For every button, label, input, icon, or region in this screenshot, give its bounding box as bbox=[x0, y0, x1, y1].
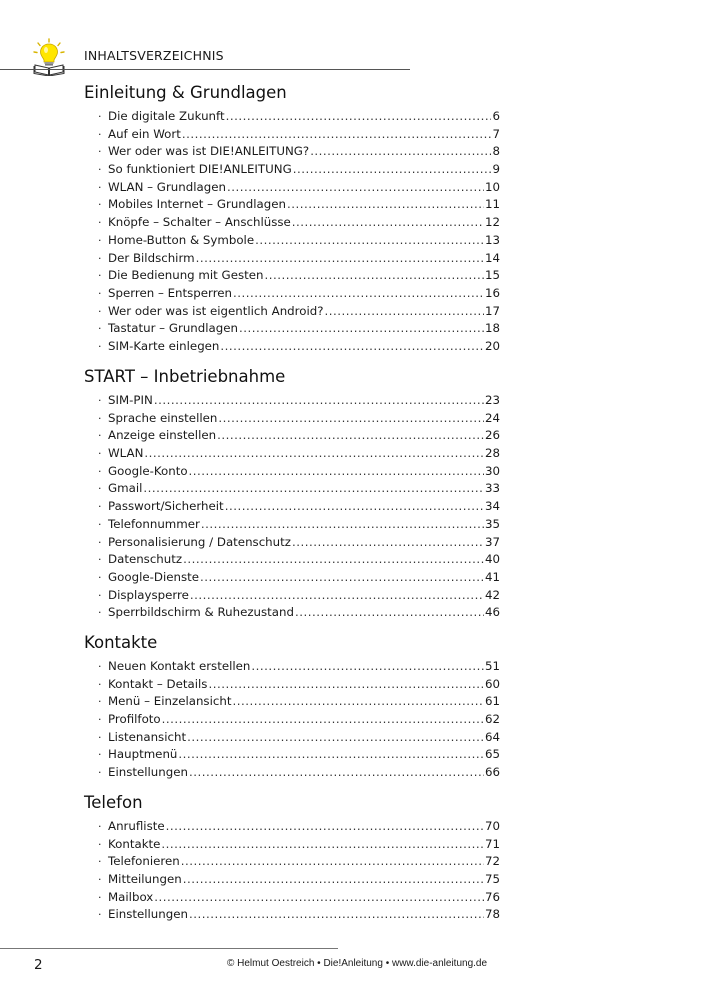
section-entries bbox=[84, 108, 500, 356]
toc-entry[interactable] bbox=[84, 338, 500, 356]
toc-entry[interactable] bbox=[84, 196, 500, 214]
toc-entry-page: 24 bbox=[484, 410, 500, 425]
toc-entry-page: 64 bbox=[484, 729, 500, 744]
toc-entry-label: Gmail bbox=[108, 481, 143, 496]
toc-entry-label: Home-Button & Symbole bbox=[108, 232, 255, 247]
toc-entry-label: Mobiles Internet – Grundlagen bbox=[108, 197, 286, 212]
toc-entry-page: 33 bbox=[484, 481, 500, 496]
bullet-icon: · bbox=[98, 482, 102, 496]
dot-leader bbox=[227, 179, 484, 197]
bullet-icon: · bbox=[98, 233, 102, 247]
toc-entry[interactable] bbox=[84, 587, 500, 605]
dot-leader bbox=[189, 764, 484, 782]
toc-entry-page: 70 bbox=[484, 819, 500, 833]
toc-entry[interactable] bbox=[84, 711, 500, 729]
toc-entry-label: Mailbox bbox=[108, 889, 154, 904]
toc-entry-label: Anzeige einstellen bbox=[108, 428, 217, 443]
bullet-icon: · bbox=[98, 464, 102, 478]
toc-entry-label: Tastatur – Grundlagen bbox=[108, 321, 238, 336]
toc-entry-label: WLAN – Grundlagen bbox=[108, 179, 226, 194]
toc-entry-page: 15 bbox=[484, 268, 500, 283]
toc-entry-page: 71 bbox=[484, 836, 500, 851]
toc-entry-page: 13 bbox=[484, 232, 500, 247]
bullet-icon: · bbox=[98, 588, 102, 602]
dot-leader bbox=[166, 818, 484, 836]
bullet-icon: · bbox=[98, 110, 102, 123]
dot-leader bbox=[162, 711, 484, 729]
toc-entry-page: 18 bbox=[484, 321, 500, 336]
toc-entry[interactable] bbox=[84, 392, 500, 410]
dot-leader bbox=[225, 498, 484, 516]
dot-leader bbox=[200, 569, 484, 587]
toc-entry[interactable] bbox=[84, 108, 500, 126]
toc-entry-page: 37 bbox=[484, 534, 500, 549]
bullet-icon: · bbox=[98, 127, 102, 141]
toc-entry-label: Der Bildschirm bbox=[108, 250, 195, 265]
toc-entry-label: Passwort/Sicherheit bbox=[108, 499, 224, 514]
dot-leader bbox=[292, 214, 484, 232]
bullet-icon: · bbox=[98, 570, 102, 584]
section-title: START – Inbetriebnahme bbox=[84, 367, 286, 386]
toc-entry-page: 30 bbox=[484, 463, 500, 478]
bullet-icon: · bbox=[98, 447, 102, 461]
toc-entry[interactable] bbox=[84, 161, 500, 179]
section-title: Telefon bbox=[84, 793, 143, 812]
toc-entry[interactable] bbox=[84, 303, 500, 321]
dot-leader bbox=[232, 693, 484, 711]
section-title: Einleitung & Grundlagen bbox=[84, 83, 287, 102]
toc-entry[interactable] bbox=[84, 267, 500, 285]
toc-entry[interactable] bbox=[84, 906, 500, 924]
header-divider bbox=[0, 69, 410, 70]
bullet-icon: · bbox=[98, 163, 102, 177]
toc-entry-label: Mitteilungen bbox=[108, 872, 182, 887]
toc-entry[interactable] bbox=[84, 836, 500, 854]
toc-entry-label: Telefonieren bbox=[108, 854, 180, 869]
toc-entry-page: 46 bbox=[484, 605, 500, 620]
toc-entry-label: Datenschutz bbox=[108, 552, 183, 567]
toc-entry-page: 51 bbox=[484, 659, 500, 673]
toc-entry-label: Sperren – Entsperren bbox=[108, 285, 233, 300]
toc-entry-label: So funktioniert DIE!ANLEITUNG bbox=[108, 162, 292, 177]
dot-leader bbox=[220, 338, 484, 356]
dot-leader bbox=[293, 161, 492, 179]
toc-entry-label: Personalisierung / Datenschutz bbox=[108, 534, 291, 549]
dot-leader bbox=[144, 445, 484, 463]
toc-section-einleitung bbox=[84, 80, 500, 356]
dot-leader bbox=[251, 658, 484, 676]
toc-entry-page: 42 bbox=[484, 587, 500, 602]
toc-entry-page: 75 bbox=[484, 872, 500, 887]
toc-entry-label: Menü – Einzelansicht bbox=[108, 694, 232, 709]
toc-entry[interactable] bbox=[84, 427, 500, 445]
toc-entry-label: Kontakt – Details bbox=[108, 676, 208, 691]
dot-leader bbox=[189, 906, 484, 924]
toc-entry[interactable] bbox=[84, 143, 500, 161]
dot-leader bbox=[264, 267, 484, 285]
dot-leader bbox=[154, 889, 484, 907]
toc-entry[interactable] bbox=[84, 463, 500, 481]
toc-entry-page: 23 bbox=[484, 393, 500, 407]
toc-entry-label: Google-Dienste bbox=[108, 569, 199, 584]
dot-leader bbox=[226, 108, 492, 126]
toc-entry[interactable] bbox=[84, 480, 500, 498]
toc-entry-label: WLAN bbox=[108, 446, 144, 461]
dot-leader bbox=[154, 392, 484, 410]
toc-entry-label: Einstellungen bbox=[108, 907, 188, 922]
toc-entry-label: SIM-Karte einlegen bbox=[108, 338, 220, 353]
toc-entry-page: 65 bbox=[484, 747, 500, 762]
toc-entry-label: Sprache einstellen bbox=[108, 410, 218, 425]
bullet-icon: · bbox=[98, 394, 102, 407]
dot-leader bbox=[255, 232, 484, 250]
bullet-icon: · bbox=[98, 766, 102, 780]
dot-leader bbox=[233, 285, 484, 303]
dot-leader bbox=[201, 516, 484, 534]
footer-copyright: © Helmut Oestreich • Die!Anleitung • www.die-anleitung.de bbox=[227, 958, 488, 969]
toc-entry-page: 8 bbox=[492, 144, 500, 159]
toc-entry-label: Google-Konto bbox=[108, 463, 188, 478]
toc-entry[interactable] bbox=[84, 889, 500, 907]
toc-entry[interactable] bbox=[84, 658, 500, 676]
dot-leader bbox=[183, 551, 484, 569]
dot-leader bbox=[190, 587, 484, 605]
toc-entry[interactable] bbox=[84, 551, 500, 569]
toc-entry[interactable] bbox=[84, 534, 500, 552]
bullet-icon: · bbox=[98, 730, 102, 744]
toc-entry[interactable] bbox=[84, 569, 500, 587]
bullet-icon: · bbox=[98, 748, 102, 762]
toc-entry-page: 78 bbox=[484, 907, 500, 922]
footer-divider bbox=[0, 948, 338, 949]
bullet-icon: · bbox=[98, 677, 102, 691]
toc-entry[interactable] bbox=[84, 285, 500, 303]
toc-entry-label: Telefonnummer bbox=[108, 516, 200, 531]
bullet-icon: · bbox=[98, 606, 102, 620]
toc-entry-label: Anrufliste bbox=[108, 819, 165, 833]
bullet-icon: · bbox=[98, 873, 102, 887]
toc-entry-label: Neuen Kontakt erstellen bbox=[108, 659, 251, 673]
bullet-icon: · bbox=[98, 251, 102, 265]
dot-leader bbox=[189, 463, 484, 481]
bullet-icon: · bbox=[98, 820, 102, 833]
section-title: Kontakte bbox=[84, 633, 158, 652]
dot-leader bbox=[178, 746, 484, 764]
toc-entry-page: 10 bbox=[484, 179, 500, 194]
toc-entry-label: Sperrbildschirm & Ruhezustand bbox=[108, 605, 294, 620]
section-entries bbox=[84, 658, 500, 782]
dot-leader bbox=[187, 729, 484, 747]
toc-entry-page: 40 bbox=[484, 552, 500, 567]
bullet-icon: · bbox=[98, 322, 102, 336]
section-entries bbox=[84, 818, 500, 924]
dot-leader bbox=[182, 126, 492, 144]
bullet-icon: · bbox=[98, 837, 102, 851]
toc-entry-label: Hauptmenü bbox=[108, 747, 178, 762]
toc-entry-page: 14 bbox=[484, 250, 500, 265]
toc-entry-page: 16 bbox=[484, 285, 500, 300]
toc-entry[interactable] bbox=[84, 729, 500, 747]
bullet-icon: · bbox=[98, 304, 102, 318]
bullet-icon: · bbox=[98, 553, 102, 567]
bullet-icon: · bbox=[98, 660, 102, 673]
bullet-icon: · bbox=[98, 890, 102, 904]
dot-leader bbox=[196, 250, 484, 268]
toc-entry-label: Einstellungen bbox=[108, 765, 188, 780]
toc-entry[interactable] bbox=[84, 320, 500, 338]
bullet-icon: · bbox=[98, 286, 102, 300]
bullet-icon: · bbox=[98, 269, 102, 283]
bullet-icon: · bbox=[98, 535, 102, 549]
toc-entry-label: Profilfoto bbox=[108, 712, 161, 727]
dot-leader bbox=[183, 871, 484, 889]
toc-entry-page: 11 bbox=[484, 197, 500, 212]
toc-entry[interactable] bbox=[84, 676, 500, 694]
toc-entry-page: 60 bbox=[484, 676, 500, 691]
toc-entry[interactable] bbox=[84, 693, 500, 711]
toc-entry-page: 34 bbox=[484, 499, 500, 514]
toc-entry-page: 61 bbox=[484, 694, 500, 709]
page-header bbox=[0, 0, 707, 80]
toc-entry-page: 41 bbox=[484, 569, 500, 584]
toc-entry[interactable] bbox=[84, 179, 500, 197]
bullet-icon: · bbox=[98, 500, 102, 514]
toc-entry-label: Auf ein Wort bbox=[108, 126, 181, 141]
toc-entry-label: Wer oder was ist eigentlich Android? bbox=[108, 303, 324, 318]
bullet-icon: · bbox=[98, 339, 102, 353]
toc-section-start bbox=[84, 364, 500, 622]
dot-leader bbox=[295, 604, 484, 622]
dot-leader bbox=[239, 320, 484, 338]
bullet-icon: · bbox=[98, 411, 102, 425]
toc-entry-page: 35 bbox=[484, 516, 500, 531]
bullet-icon: · bbox=[98, 517, 102, 531]
toc-entry[interactable] bbox=[84, 214, 500, 232]
toc-entry[interactable] bbox=[84, 746, 500, 764]
toc-entry-label: Kontakte bbox=[108, 836, 161, 851]
toc-entry[interactable] bbox=[84, 410, 500, 428]
toc-entry-label: Displaysperre bbox=[108, 587, 189, 602]
toc-entry[interactable] bbox=[84, 764, 500, 782]
toc-entry[interactable] bbox=[84, 232, 500, 250]
bullet-icon: · bbox=[98, 695, 102, 709]
toc-entry-page: 62 bbox=[484, 712, 500, 727]
toc-entry-page: 7 bbox=[492, 126, 500, 141]
dot-leader bbox=[292, 534, 484, 552]
toc-entry-label: Knöpfe – Schalter – Anschlüsse bbox=[108, 215, 291, 230]
toc-entry[interactable] bbox=[84, 871, 500, 889]
toc-entry-page: 12 bbox=[484, 215, 500, 230]
page-number: 2 bbox=[34, 957, 43, 973]
bullet-icon: · bbox=[98, 855, 102, 869]
toc-section-kontakte bbox=[84, 630, 500, 782]
dot-leader bbox=[218, 410, 484, 428]
toc-entry-page: 6 bbox=[492, 109, 500, 123]
bullet-icon: · bbox=[98, 429, 102, 443]
toc-entry-page: 20 bbox=[484, 338, 500, 353]
toc-entry-label: Listenansicht bbox=[108, 729, 187, 744]
toc-entry-label: Die digitale Zukunft bbox=[108, 109, 225, 123]
bullet-icon: · bbox=[98, 145, 102, 159]
bullet-icon: · bbox=[98, 180, 102, 194]
toc-entry[interactable] bbox=[84, 818, 500, 836]
toc-entry-page: 76 bbox=[484, 889, 500, 904]
bullet-icon: · bbox=[98, 198, 102, 212]
toc-entry-label: Die Bedienung mit Gesten bbox=[108, 268, 264, 283]
toc-entry[interactable] bbox=[84, 250, 500, 268]
toc-entry-page: 66 bbox=[484, 765, 500, 780]
dot-leader bbox=[310, 143, 491, 161]
toc-entry[interactable] bbox=[84, 445, 500, 463]
toc-entry[interactable] bbox=[84, 853, 500, 871]
dot-leader bbox=[287, 196, 484, 214]
toc-entry-page: 17 bbox=[484, 303, 500, 318]
toc-entry-page: 26 bbox=[484, 428, 500, 443]
toc-entry-label: Wer oder was ist DIE!ANLEITUNG? bbox=[108, 144, 310, 159]
section-entries bbox=[84, 392, 500, 622]
toc-entry-page: 28 bbox=[484, 446, 500, 461]
toc-entry[interactable] bbox=[84, 498, 500, 516]
bullet-icon: · bbox=[98, 216, 102, 230]
bullet-icon: · bbox=[98, 908, 102, 922]
dot-leader bbox=[217, 427, 484, 445]
toc-entry[interactable] bbox=[84, 126, 500, 144]
toc-section-telefon bbox=[84, 790, 500, 924]
lightbulb-book-icon bbox=[32, 38, 66, 76]
toc-entry-label: SIM-PIN bbox=[108, 393, 153, 407]
dot-leader bbox=[325, 303, 484, 321]
toc-entry-page: 9 bbox=[492, 162, 500, 177]
dot-leader bbox=[143, 480, 484, 498]
dot-leader bbox=[181, 853, 484, 871]
toc-entry-page: 72 bbox=[484, 854, 500, 869]
bullet-icon: · bbox=[98, 713, 102, 727]
toc-entry[interactable] bbox=[84, 516, 500, 534]
dot-leader bbox=[208, 676, 484, 694]
toc-entry[interactable] bbox=[84, 604, 500, 622]
dot-leader bbox=[161, 836, 484, 854]
header-title: INHALTSVERZEICHNIS bbox=[84, 48, 224, 63]
